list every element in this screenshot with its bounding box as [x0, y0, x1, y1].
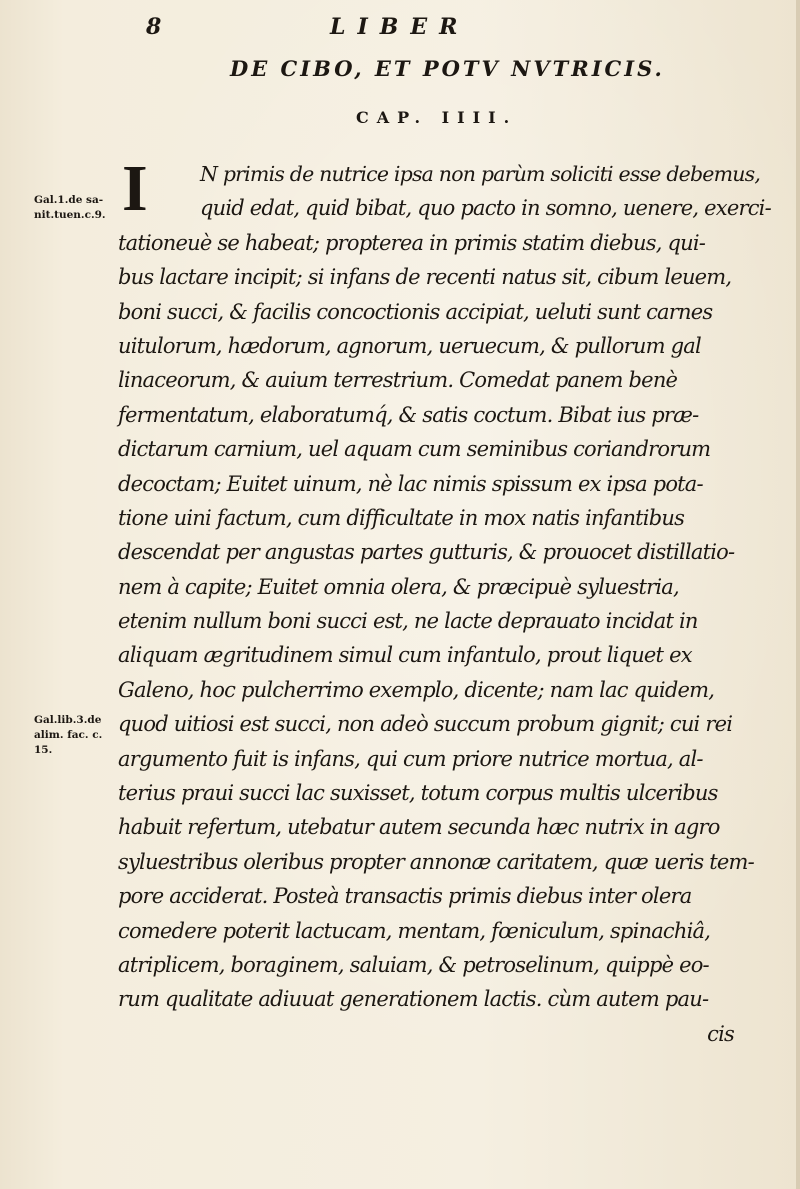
text-line: argumento fuit is infans, qui cum priore nutrice mortua, al-	[118, 746, 703, 771]
text-line: fermentatum, elaboratumq́, & satis coctum. Bibat ius præ-	[118, 402, 699, 427]
running-head: LIBER	[330, 14, 470, 40]
margin-note-galen-alimentorum	[34, 713, 126, 758]
text-line: syluestribus oleribus propter annonæ caritatem, quæ ueris tem-	[118, 849, 754, 874]
margin-note-line: 15.	[34, 744, 53, 756]
margin-note-line: nit.tuen.c.9.	[34, 209, 106, 221]
body-text	[118, 152, 774, 1051]
margin-note-line: Gal.lib.3.de	[34, 714, 102, 726]
text-line: Galeno, hoc pulcherrimo exemplo, dicente; nam lac quidem,	[118, 677, 715, 702]
text-line: atriplicem, boraginem, saluiam, & petroselinum, quippè eo-	[118, 952, 709, 977]
chapter-title: DE CIBO, ET POTV NVTRICIS.	[230, 56, 665, 81]
text-line: quod uitiosi est succi, non adeò succum probum gignit; cui rei	[118, 712, 733, 737]
margin-note-line: Gal.1.de sa-	[34, 194, 104, 206]
text-line: nem à capite; Euitet omnia olera, & præcipuè syluestria,	[118, 574, 679, 599]
page-edge	[796, 0, 800, 1189]
text-line: pore acciderat. Posteà transactis primis diebus inter olera	[118, 884, 692, 909]
text-line: habuit refertum, utebatur autem secunda hæc nutrix in agro	[118, 815, 720, 840]
margin-note-line: alim. fac. c.	[34, 729, 103, 741]
text-line: boni succi, & facilis concoctionis accipiat, ueluti sunt carnes	[118, 299, 713, 324]
text-line: tione uini factum, cum difficultate in mox natis infantibus	[118, 505, 685, 530]
catchword: cis	[707, 1021, 734, 1046]
text-line: uitulorum, hædorum, agnorum, ueruecum, & pullorum gal	[118, 333, 701, 358]
chapter-number: CAP. IIII.	[356, 108, 518, 127]
text-line: bus lactare incipit; si infans de recenti natus sit, cibum leuem,	[118, 265, 732, 290]
text-line: tationeuè se habeat; propterea in primis statim diebus, qui-	[118, 230, 706, 255]
text-line: aliquam ægritudinem simul cum infantulo, prout liquet ex	[118, 643, 692, 668]
text-line: linaceorum, & auium terrestrium. Comedat panem benè	[118, 368, 678, 393]
text-line: comedere poterit lactucam, mentam, fœniculum, spinachiâ,	[118, 918, 711, 943]
text-line: decoctam; Euitet uinum, nè lac nimis spissum ex ipsa pota-	[118, 471, 703, 496]
text-line: etenim nullum boni succi est, ne lacte deprauato incidat in	[118, 609, 698, 634]
text-line: descendat per angustas partes gutturis, & prouocet distillatio-	[118, 540, 735, 565]
text-line: dictarum carnium, uel aquam cum seminibus coriandrorum	[118, 437, 711, 462]
text-line: N primis de nutrice ipsa non parùm soliciti esse debemus,	[200, 162, 761, 186]
drop-cap: I	[122, 152, 148, 225]
text-line: quid edat, quid bibat, quo pacto in somno, uenere, exerci-	[200, 196, 771, 221]
text-line: rum qualitate adiuuat generationem lactis. cùm autem pau-	[118, 987, 709, 1012]
margin-note-galen-sanitate	[34, 193, 126, 223]
page-number: 8	[146, 14, 162, 40]
text-line: terius praui succi lac suxisset, totum corpus multis ulceribus	[118, 781, 718, 806]
